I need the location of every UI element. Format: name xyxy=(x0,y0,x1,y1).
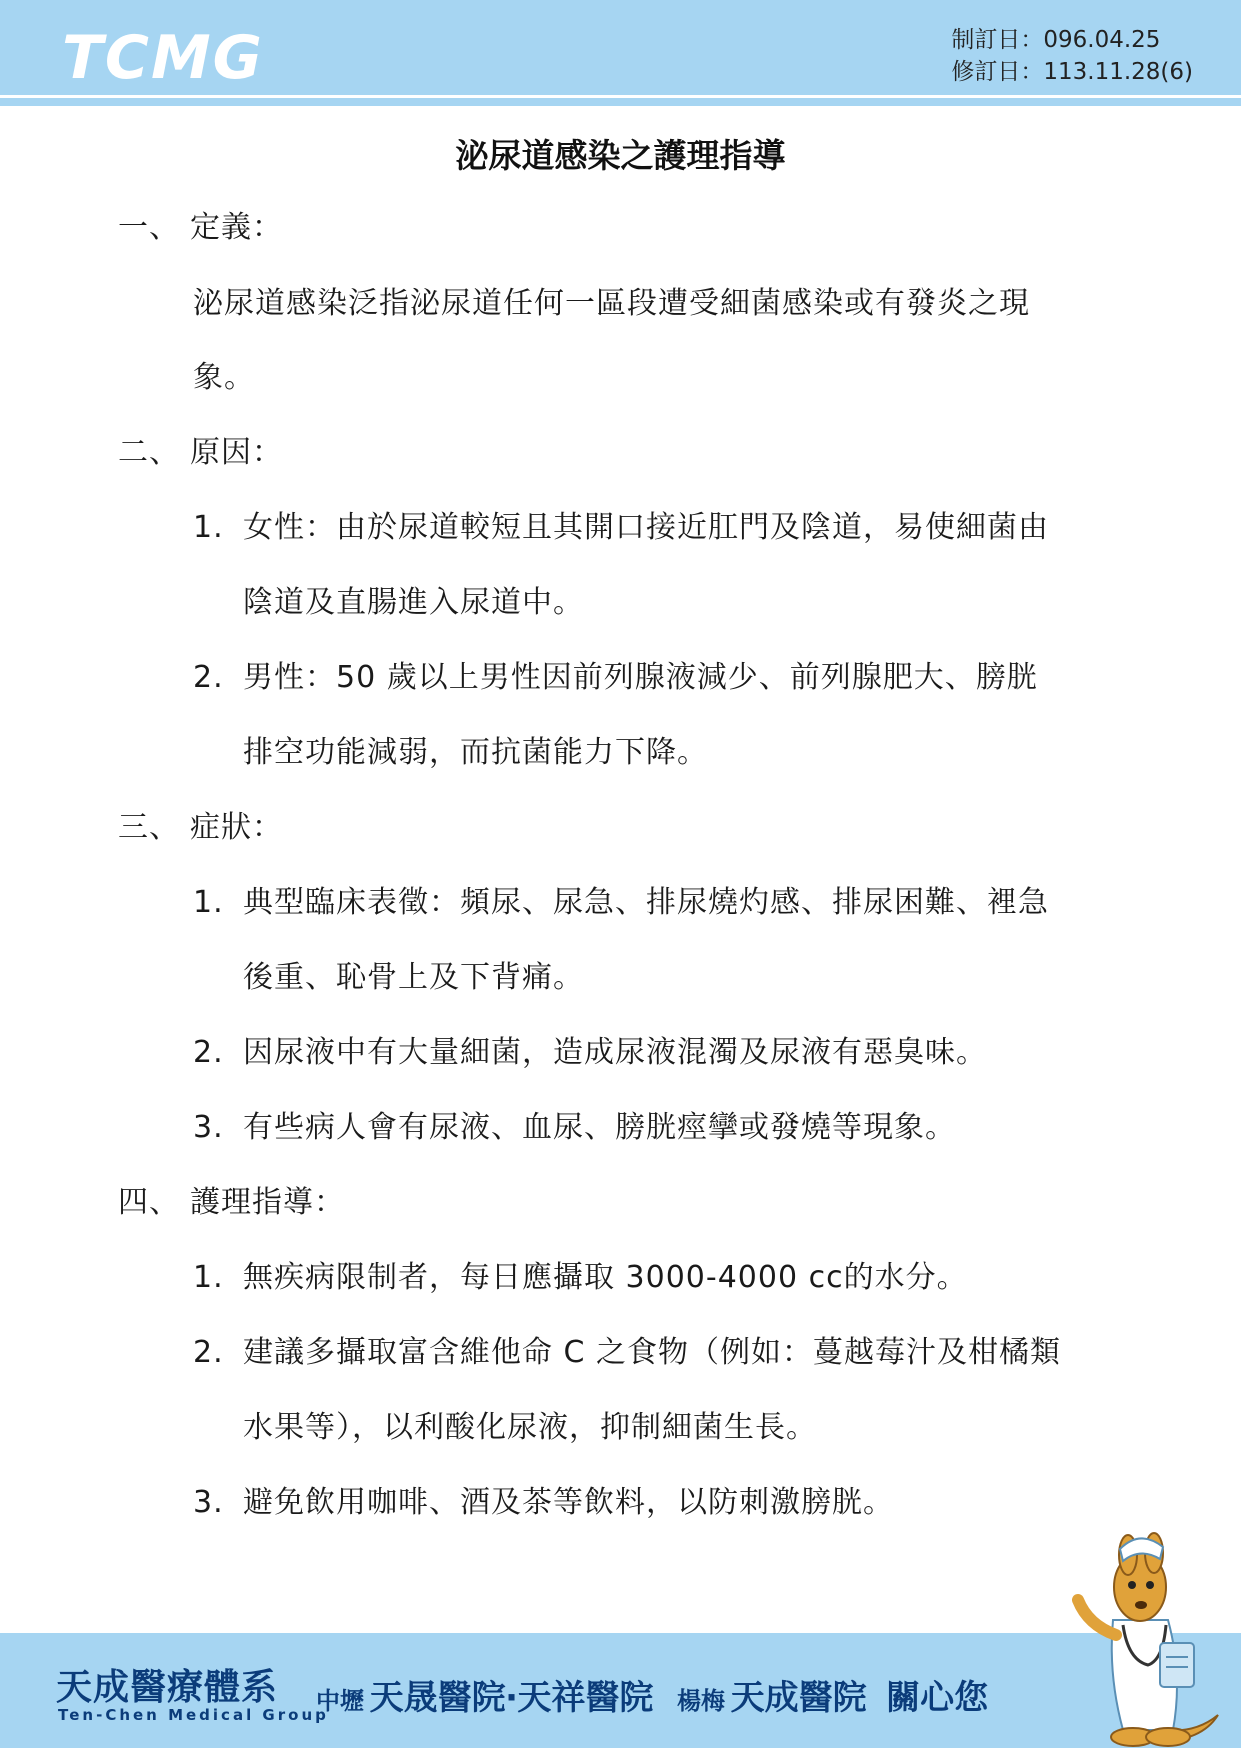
list-item xyxy=(193,658,1038,698)
item-text: 因尿液中有大量細菌，造成尿液混濁及尿液有惡臭味。 xyxy=(243,1035,987,1070)
item-text: 無疾病限制者，每日應攝取 3000-4000 cc的水分。 xyxy=(243,1260,968,1295)
created-date: 制訂日：096.04.25 xyxy=(951,27,1161,53)
section-title: 定義： xyxy=(190,210,283,245)
paragraph-line: 泌尿道感染泛指泌尿道任何一區段遭受細菌感染或有發炎之現 xyxy=(193,286,1030,321)
section-title: 護理指導： xyxy=(190,1185,345,1220)
slogan: 關心您 xyxy=(886,1678,989,1718)
item-text-continued: 後重、恥骨上及下背痛。 xyxy=(243,960,584,995)
item-number: 2. xyxy=(193,660,224,695)
item-text: 男性：50 歲以上男性因前列腺液減少、前列腺肥大、膀胱 xyxy=(243,660,1038,695)
item-number: 1. xyxy=(193,885,224,920)
item-text-continued: 陰道及直腸進入尿道中。 xyxy=(243,585,584,620)
kangaroo-mascot-icon xyxy=(1068,1525,1228,1755)
location-label: 楊梅 xyxy=(677,1687,725,1715)
list-item xyxy=(193,1333,1061,1373)
item-text: 典型臨床表徵：頻尿、尿急、排尿燒灼感、排尿困難、裡急 xyxy=(243,885,1049,920)
section-title: 原因： xyxy=(190,435,283,470)
list-item xyxy=(193,1033,987,1073)
hospital-names: 天晟醫院‧天祥醫院 xyxy=(369,1678,654,1718)
document-title: 泌尿道感染之護理指導 xyxy=(455,136,786,175)
section-number: 二、 xyxy=(118,435,180,470)
section-number: 一、 xyxy=(118,210,180,245)
location-label: 中壢 xyxy=(316,1687,364,1715)
section-number: 四、 xyxy=(118,1185,180,1220)
item-text: 避免飲用咖啡、酒及茶等飲料，以防刺激膀胱。 xyxy=(243,1485,894,1520)
list-item xyxy=(193,508,1049,548)
revised-date: 修訂日：113.11.28(6) xyxy=(951,59,1193,85)
item-text: 女性：由於尿道較短且其開口接近肛門及陰道，易使細菌由 xyxy=(243,510,1049,545)
item-number: 3. xyxy=(193,1485,224,1520)
item-text: 有些病人會有尿液、血尿、膀胱痙攣或發燒等現象。 xyxy=(243,1110,956,1145)
section-heading xyxy=(118,1183,345,1223)
item-text-continued: 水果等），以利酸化尿液，抑制細菌生長。 xyxy=(243,1410,817,1445)
list-item xyxy=(193,1258,968,1298)
list-item xyxy=(193,1108,956,1148)
item-number: 1. xyxy=(193,510,224,545)
section-number: 三、 xyxy=(118,810,180,845)
hospital-list xyxy=(316,1670,988,1719)
list-item xyxy=(193,1483,894,1523)
paragraph-line: 象。 xyxy=(193,360,255,395)
header-divider xyxy=(0,98,1241,106)
item-text: 建議多攝取富含維他命 C 之食物（例如：蔓越莓汁及柑橘類 xyxy=(243,1335,1062,1370)
list-item xyxy=(193,883,1049,923)
item-text-continued: 排空功能減弱，而抗菌能力下降。 xyxy=(243,735,708,770)
hospital-name: 天成醫院 xyxy=(730,1678,867,1718)
item-number: 2. xyxy=(193,1035,224,1070)
section-heading xyxy=(118,808,283,848)
group-name: 天成醫療體系 xyxy=(56,1667,279,1708)
group-name-english: Ten-Chen Medical Group xyxy=(58,1706,329,1724)
tcmg-logo: TCMG xyxy=(62,23,264,93)
section-heading xyxy=(118,208,283,248)
section-heading xyxy=(118,433,283,473)
document-dates xyxy=(951,24,1193,88)
section-title: 症狀： xyxy=(190,810,283,845)
header-band xyxy=(0,0,1241,95)
item-number: 2. xyxy=(193,1335,224,1370)
item-number: 1. xyxy=(193,1260,224,1295)
item-number: 3. xyxy=(193,1110,224,1145)
